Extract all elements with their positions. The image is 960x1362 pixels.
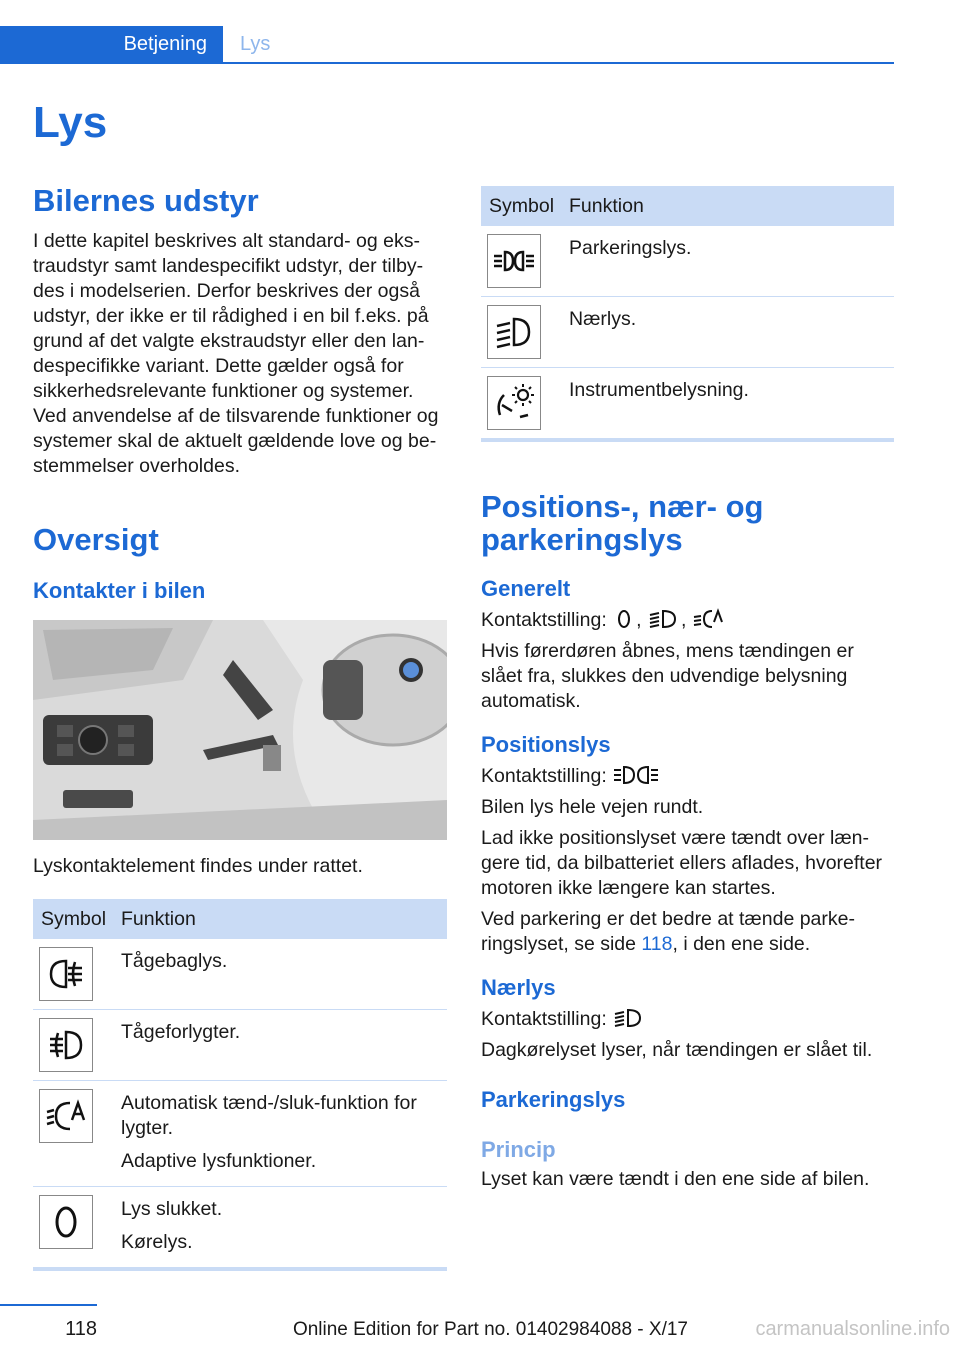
rear-fog-light-icon: [39, 947, 93, 1001]
header-section-tab[interactable]: Betjening: [0, 26, 223, 62]
page-number: 118: [65, 1318, 97, 1340]
heading-lights: Positions-, nær- og parkeringslys: [481, 489, 764, 557]
table-cell-text: Tågeforlygter.: [121, 1021, 241, 1043]
principle-paragraph: Lyset kan være tændt i den ene side af bilen.: [481, 1168, 870, 1190]
lights-off-icon: [612, 608, 636, 630]
table-row: [481, 226, 894, 297]
table-cell-text: Tågebaglys.: [121, 950, 228, 972]
switch-label: Kontaktstilling:: [481, 1008, 607, 1030]
position-paragraph-1: Bilen lys hele vejen rundt.: [481, 796, 704, 818]
low-beam-icon: [647, 608, 681, 630]
table-cell-text: Instrumentbelysning.: [569, 379, 749, 401]
separator: ,: [636, 609, 642, 631]
auto-headlight-icon: [692, 608, 726, 630]
heading-general: Generelt: [481, 576, 571, 601]
low-beam-icon: [612, 1007, 646, 1029]
table-end-rule: [481, 438, 894, 442]
table-cell-text: Parkeringslys.: [569, 237, 692, 259]
separator: ,: [681, 609, 687, 631]
table-row: [481, 368, 894, 439]
left-column: [33, 184, 447, 1271]
running-header: [0, 26, 894, 64]
col-function: Funktion: [561, 186, 894, 226]
auto-headlight-icon: [39, 1089, 93, 1143]
col-function: Funktion: [113, 899, 447, 939]
chapter-title: Lys: [33, 98, 108, 147]
heading-lowbeam: Nærlys: [481, 975, 556, 1000]
table-cell-text: Adaptive lysfunktioner.: [121, 1150, 317, 1172]
heading-equipment: Bilernes udstyr: [33, 183, 259, 218]
page-link[interactable]: 118: [641, 933, 673, 955]
position-paragraph-2: Lad ikke positionslyset være tændt over længere tid, da bilbatteriet ellers aflades, hvorefter motoren ikke længere kan startes.: [481, 827, 883, 899]
table-end-rule: [33, 1267, 447, 1271]
parking-light-icon: [612, 764, 660, 786]
equipment-paragraph: I dette kapitel beskrives alt standard- og ekstraudstyr samt landespecifikt udstyr, der tilbydes i modelserien. Derfor beskrives der også udstyr, der ikke er til rådighed i en bil f.eks. på grund af det valgte ekstraudstyr eller den landespecifikke variant. Dette gælder også for sikkerhedsrelevante funktioner og systemer. Ved anvendelse af de tilsvarende funktioner og systemer skal de aktuelt gældende love og bestemmelser overholdes.: [33, 230, 439, 477]
watermark: carmanualsonline.info: [755, 1318, 950, 1340]
position-paragraph-3: Ved parkering er det bedre at tænde parkeringslyset, se side 118, i den ene side.: [481, 908, 855, 955]
low-beam-icon: [487, 305, 541, 359]
edition-note: Online Edition for Part no. 01402984088 - X/17: [292, 1319, 688, 1340]
header-subsection[interactable]: Lys: [240, 33, 271, 55]
front-fog-light-icon: [39, 1018, 93, 1072]
col-symbol: Symbol: [481, 186, 561, 226]
parking-light-icon: [487, 234, 541, 288]
position-switch-line: [481, 764, 894, 789]
table-cell-text: Automatisk tænd-/sluk-funktion for lygter.: [121, 1092, 417, 1139]
general-paragraph: Hvis førerdøren åbnes, mens tændingen er slået fra, slukkes den udvendige belysning automatisk.: [481, 640, 854, 712]
instrument-lighting-icon: [487, 376, 541, 430]
photo-caption: Lyskontaktelement findes under rattet.: [33, 855, 363, 877]
light-symbol-table: [481, 186, 894, 438]
right-column: [481, 186, 894, 1192]
table-cell-text: Lys slukket.: [121, 1198, 223, 1220]
heading-position: Positionslys: [481, 732, 611, 757]
heading-principle: Princip: [481, 1137, 556, 1162]
lowbeam-switch-line: [481, 1007, 894, 1032]
heading-switches: Kontakter i bilen: [33, 578, 206, 603]
table-row: [481, 297, 894, 368]
table-row: [33, 939, 447, 1010]
table-row: [33, 1187, 447, 1268]
switch-label: Kontaktstilling:: [481, 609, 607, 631]
heading-overview: Oversigt: [33, 522, 159, 557]
footer-rule: [0, 1304, 97, 1306]
table-row: [33, 1010, 447, 1081]
switch-symbol-table: [33, 899, 447, 1267]
table-cell-text: Kørelys.: [121, 1231, 193, 1253]
lowbeam-paragraph: Dagkørelyset lyser, når tændingen er slået til.: [481, 1039, 873, 1061]
dashboard-photo: [33, 620, 447, 840]
col-symbol: Symbol: [33, 899, 113, 939]
light-switch-illustration: [33, 620, 447, 840]
table-row: [33, 1081, 447, 1187]
switch-label: Kontaktstilling:: [481, 765, 607, 787]
table-cell-text: Nærlys.: [569, 308, 637, 330]
lights-off-icon: [39, 1195, 93, 1249]
general-switch-line: [481, 608, 894, 633]
heading-parking: Parkeringslys: [481, 1087, 626, 1112]
